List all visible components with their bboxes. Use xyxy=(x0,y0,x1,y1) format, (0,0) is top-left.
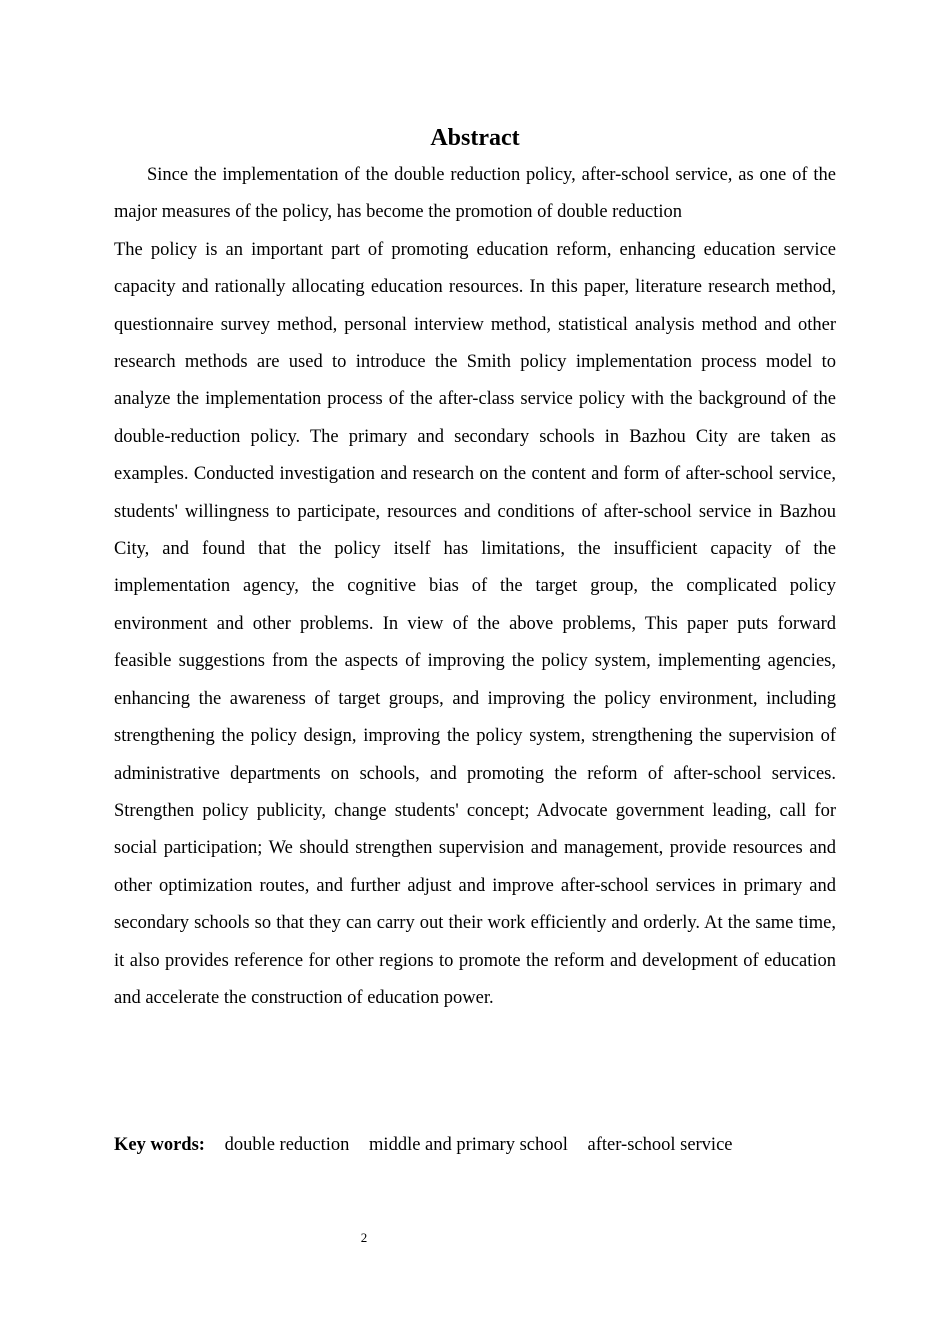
abstract-body xyxy=(114,157,836,1017)
abstract-paragraph-1: Since the implementation of the double reduction policy, after-school service, as one of the major measures of the policy, has become the promotion of double reduction xyxy=(114,165,836,223)
keyword-item: after-school service xyxy=(587,1135,733,1155)
keywords-label: Key words: xyxy=(114,1135,205,1155)
keyword-item: middle and primary school xyxy=(369,1135,568,1155)
abstract-title: Abstract xyxy=(430,125,520,151)
keywords-line xyxy=(114,1127,836,1164)
keyword-item: double reduction xyxy=(224,1135,350,1155)
abstract-paragraph-2: The policy is an important part of promoting education reform, enhancing education service capacity and rationally allocating education resources. In this paper, literature research method, questionnaire survey method, personal interview method, statistical analysis method and other research methods are used to introduce the Smith policy implementation process model to analyze the implementation process of the after-class service policy with the background of the double-reduction policy. The primary and secondary schools in Bazhou City are taken as examples. Conducted investigation and research on the content and form of after-school service, students' willingness to participate, resources and conditions of after-school service in Bazhou City, and found that the policy itself has limitations, the insufficient capacity of the implementation agency, the cognitive bias of the target group, the complicated policy environment and other problems. In view of the above problems, This paper puts forward feasible suggestions from the aspects of improving the policy system, implementing agencies, enhancing the awareness of target groups, and improving the policy environment, including strengthening the policy design, improving the policy system, strengthening the supervision of administrative departments on schools, and promoting the reform of after-school services. Strengthen policy publicity, change students' concept; Advocate government leading, call for social participation; We should strengthen supervision and management, provide resources and other optimization routes, and further adjust and improve after-school services in primary and secondary schools so that they can carry out their work efficiently and orderly. At the same time, it also provides reference for other regions to promote the reform and development of education and accelerate the construction of education power. xyxy=(114,239,836,1008)
page-number: 2 xyxy=(360,1230,368,1245)
